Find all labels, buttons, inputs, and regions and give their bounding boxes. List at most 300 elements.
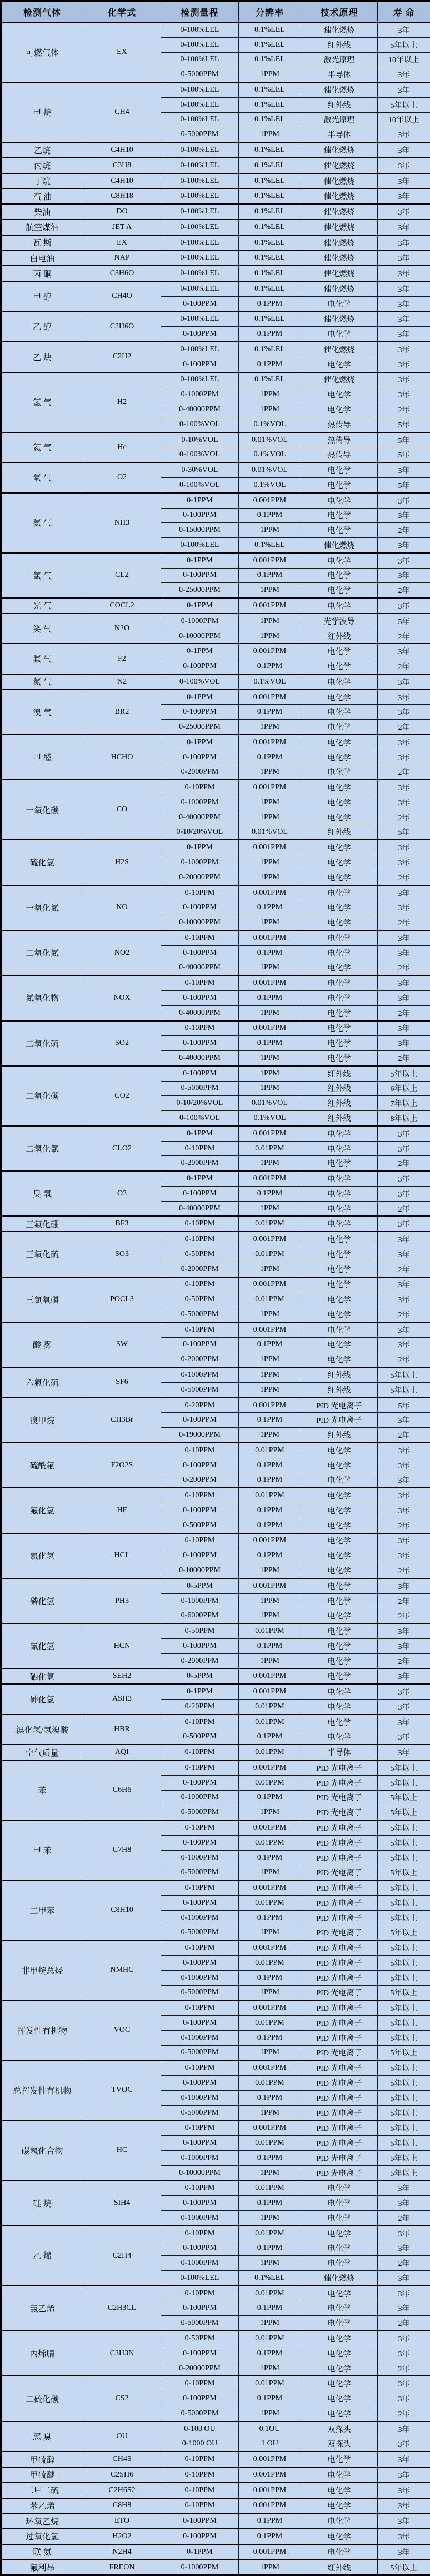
lifespan-cell: 2年	[378, 2406, 430, 2421]
range-cell: 0-100PPM	[161, 945, 239, 960]
resolution-cell: 0.01PPM	[239, 1247, 301, 1262]
range-cell: 0-100%LEL	[161, 220, 239, 235]
gas-group-row	[1, 220, 430, 235]
range-cell: 0-40000PPM	[161, 1201, 239, 1216]
gas-group-row	[1, 1533, 430, 1548]
principle-cell: 电化学	[301, 780, 378, 795]
resolution-cell: 0.1PPM	[239, 705, 301, 720]
principle-cell: PID 光电离子	[301, 1940, 378, 1955]
gas-group-row	[1, 2180, 430, 2195]
lifespan-cell: 3年	[378, 1322, 430, 1337]
gas-name-cell: 硫酰氟	[1, 1443, 83, 1488]
lifespan-cell: 3年	[378, 127, 430, 142]
formula-cell: CH4S	[83, 2452, 161, 2467]
gas-name-cell: 二氧化氮	[1, 930, 83, 975]
range-cell: 0-5000PPM	[161, 1925, 239, 1940]
principle-cell: 电化学	[301, 1578, 378, 1593]
range-cell: 0-100PPM	[161, 900, 239, 915]
lifespan-cell: 3年	[378, 67, 430, 82]
resolution-cell: 1PPM	[239, 1066, 301, 1081]
resolution-cell: 1PPM	[239, 614, 301, 629]
range-cell: 0-1PPM	[161, 1684, 239, 1699]
resolution-cell: 0.1%LEL	[239, 342, 301, 357]
principle-cell: 电化学	[301, 387, 378, 402]
range-cell: 0-10PPM	[161, 1322, 239, 1337]
resolution-cell: 0.1PPM	[239, 2391, 301, 2406]
gas-name-cell: 氟利昂	[1, 2560, 83, 2575]
gas-name-cell: 氯 气	[1, 553, 83, 598]
range-cell: 0-40000PPM	[161, 1051, 239, 1066]
formula-cell: C2H6S2	[83, 2483, 161, 2498]
principle-cell: 半导体	[301, 127, 378, 142]
formula-cell: SIH4	[83, 2180, 161, 2225]
resolution-cell: 0.1PPM	[239, 1548, 301, 1563]
range-cell: 0-1PPM	[161, 493, 239, 508]
column-header-lifespan: 寿 命	[378, 1, 430, 23]
lifespan-cell: 5年以上	[378, 2090, 430, 2105]
lifespan-cell: 3年	[378, 266, 430, 281]
lifespan-cell: 3年	[378, 780, 430, 795]
lifespan-cell: 3年	[378, 705, 430, 720]
resolution-cell: 0.1%LEL	[239, 250, 301, 266]
lifespan-cell: 5年以上	[378, 1835, 430, 1850]
resolution-cell: 0.1%LEL	[239, 158, 301, 173]
lifespan-cell: 3年	[378, 690, 430, 705]
formula-cell: TVOC	[83, 2060, 161, 2120]
range-cell: 0-10PPM	[161, 1940, 239, 1955]
range-cell: 0-100PPM	[161, 2196, 239, 2211]
formula-cell: C2SH6	[83, 2467, 161, 2483]
resolution-cell: 1PPM	[239, 1156, 301, 1171]
gas-name-cell: 可燃气体	[1, 22, 83, 82]
lifespan-cell: 5年以上	[378, 2165, 430, 2180]
principle-cell: 电化学	[301, 2256, 378, 2271]
range-cell: 0-10PPM	[161, 1443, 239, 1458]
gas-group-row	[1, 266, 430, 281]
range-cell: 0-5000PPM	[161, 2406, 239, 2421]
lifespan-cell: 2年	[378, 523, 430, 538]
range-cell: 0-100PPM	[161, 568, 239, 583]
formula-cell: C4H10	[83, 173, 161, 189]
lifespan-cell: 5年以上	[378, 1805, 430, 1820]
resolution-cell: 0.001PPM	[239, 840, 301, 855]
resolution-cell: 0.01PPM	[239, 2136, 301, 2151]
range-cell: 0-100%LEL	[161, 188, 239, 204]
lifespan-cell: 3年	[378, 204, 430, 220]
principle-cell: 光学波导	[301, 614, 378, 629]
principle-cell: PID 光电离子	[301, 1970, 378, 1985]
range-cell: 0-100PPM	[161, 2391, 239, 2406]
lifespan-cell: 3年	[378, 1638, 430, 1653]
resolution-cell: 1PPM	[239, 2560, 301, 2575]
principle-cell: 电化学	[301, 1337, 378, 1352]
principle-cell: 电化学	[301, 598, 378, 614]
resolution-cell: 0.1PPM	[239, 1790, 301, 1805]
lifespan-cell: 3年	[378, 1684, 430, 1699]
gas-name-cell: 氮氧化物	[1, 975, 83, 1020]
range-cell: 0-100%LEL	[161, 372, 239, 387]
gas-group-row	[1, 840, 430, 855]
principle-cell: PID 光电离子	[301, 1775, 378, 1790]
lifespan-cell: 2年	[378, 2361, 430, 2376]
range-cell: 0-10PPM	[161, 1820, 239, 1835]
range-cell: 0-10/20%VOL	[161, 1096, 239, 1111]
range-cell: 0-19000PPM	[161, 1428, 239, 1443]
principle-cell: 催化燃烧	[301, 142, 378, 158]
resolution-cell: 1PPM	[239, 1805, 301, 1820]
gas-name-cell: 二氧化碳	[1, 1066, 83, 1126]
resolution-cell: 0.001PPM	[239, 2000, 301, 2015]
gas-name-cell: 二氧化硫	[1, 1021, 83, 1066]
lifespan-cell: 3年	[378, 1126, 430, 1141]
lifespan-cell: 2年	[378, 1051, 430, 1066]
resolution-cell: 0.1%VOL	[239, 417, 301, 432]
gas-group-row	[1, 780, 430, 795]
lifespan-cell: 3年	[378, 188, 430, 204]
range-cell: 0-10PPM	[161, 2060, 239, 2075]
principle-cell: 电化学	[301, 674, 378, 690]
gas-group-row	[1, 312, 430, 327]
formula-cell: N2	[83, 674, 161, 690]
gas-group-row	[1, 1488, 430, 1503]
table-header	[1, 1, 430, 23]
range-cell: 0-10PPM	[161, 1760, 239, 1775]
formula-cell: H2	[83, 372, 161, 432]
lifespan-cell: 3年	[378, 235, 430, 251]
resolution-cell: 0.1PPM	[239, 900, 301, 915]
gas-group-row	[1, 674, 430, 690]
formula-cell: HF	[83, 1488, 161, 1533]
range-cell: 0-500PPM	[161, 1730, 239, 1745]
lifespan-cell: 5年以上	[378, 2150, 430, 2165]
range-cell: 0-10PPM	[161, 2226, 239, 2241]
lifespan-cell: 3年	[378, 1337, 430, 1352]
lifespan-cell: 2年	[378, 1653, 430, 1668]
resolution-cell: 1PPM	[239, 1985, 301, 2000]
principle-cell: PID 光电离子	[301, 1398, 378, 1413]
lifespan-cell: 3年	[378, 2180, 430, 2195]
principle-cell: 电化学	[301, 1186, 378, 1201]
gas-name-cell: 臭 氧	[1, 1171, 83, 1216]
gas-group-row	[1, 1668, 430, 1684]
range-cell: 0-2000PPM	[161, 1156, 239, 1171]
range-cell: 0-10PPM	[161, 780, 239, 795]
principle-cell: PID 光电离子	[301, 2105, 378, 2120]
gas-name-cell: 过氧化氢	[1, 2529, 83, 2544]
range-cell: 0-100PPM	[161, 357, 239, 372]
range-cell: 0-10PPM	[161, 1533, 239, 1548]
lifespan-cell: 5年以上	[378, 1910, 430, 1925]
lifespan-cell: 2年	[378, 720, 430, 735]
range-cell: 0-1PPM	[161, 1171, 239, 1186]
principle-cell: PID 光电离子	[301, 1850, 378, 1865]
range-cell: 0-40000PPM	[161, 1005, 239, 1020]
range-cell: 0-5000PPM	[161, 1805, 239, 1820]
lifespan-cell: 3年	[378, 2346, 430, 2361]
gas-name-cell: 氯化氢	[1, 1533, 83, 1578]
principle-cell: 电化学	[301, 2286, 378, 2301]
principle-cell: 电化学	[301, 2361, 378, 2376]
range-cell: 0-10PPM	[161, 1021, 239, 1036]
resolution-cell: 0.001PPM	[239, 598, 301, 614]
gas-name-cell: 一氧化碳	[1, 780, 83, 840]
lifespan-cell: 3年	[378, 2271, 430, 2286]
resolution-cell: 0.001PPM	[239, 1940, 301, 1955]
gas-name-cell: 溴 气	[1, 690, 83, 735]
gas-name-cell: 笑 气	[1, 614, 83, 644]
lifespan-cell: 2年	[378, 1518, 430, 1533]
resolution-cell: 0.01PPM	[239, 1141, 301, 1156]
principle-cell: PID 光电离子	[301, 2016, 378, 2031]
lifespan-cell: 3年	[378, 2391, 430, 2406]
lifespan-cell: 3年	[378, 1623, 430, 1638]
principle-cell: 电化学	[301, 1005, 378, 1020]
range-cell: 0-100%LEL	[161, 2271, 239, 2286]
principle-cell: 电化学	[301, 765, 378, 780]
principle-cell: 电化学	[301, 1262, 378, 1277]
gas-group-row	[1, 1880, 430, 1895]
principle-cell: 激光原理	[301, 112, 378, 127]
lifespan-cell: 3年	[378, 2483, 430, 2498]
principle-cell: 催化燃烧	[301, 2271, 378, 2286]
gas-name-cell: 一氧化氮	[1, 885, 83, 930]
resolution-cell: 1PPM	[239, 1352, 301, 1367]
resolution-cell: 1PPM	[239, 1262, 301, 1277]
gas-name-cell: 联 氨	[1, 2544, 83, 2560]
resolution-cell: 0.01PPM	[239, 2016, 301, 2031]
formula-cell: HCHO	[83, 735, 161, 780]
gas-group-row	[1, 204, 430, 220]
gas-group-row	[1, 1760, 430, 1775]
gas-group-row	[1, 1715, 430, 1730]
gas-group-row	[1, 432, 430, 447]
principle-cell: 电化学	[301, 2346, 378, 2361]
gas-name-cell: 光 气	[1, 598, 83, 614]
lifespan-cell: 3年	[378, 1488, 430, 1503]
principle-cell: PID 光电离子	[301, 1805, 378, 1820]
resolution-cell: 0.1%LEL	[239, 235, 301, 251]
principle-cell: 红外线	[301, 2560, 378, 2575]
formula-cell: CH4	[83, 82, 161, 142]
resolution-cell: 0.1PPM	[239, 1638, 301, 1653]
resolution-cell: 1PPM	[239, 629, 301, 644]
formula-cell: C2H3CL	[83, 2286, 161, 2331]
formula-cell: PH3	[83, 1578, 161, 1623]
lifespan-cell: 3年	[378, 2452, 430, 2467]
gas-group-row	[1, 2120, 430, 2135]
range-cell: 0-1000PPM	[161, 1593, 239, 1608]
lifespan-cell: 2年	[378, 2211, 430, 2226]
lifespan-cell: 3年	[378, 1186, 430, 1201]
principle-cell: 热传导	[301, 432, 378, 447]
resolution-cell: 0.01%VOL	[239, 825, 301, 840]
principle-cell: 电化学	[301, 659, 378, 674]
lifespan-cell: 3年	[378, 327, 430, 342]
range-cell: 0-1000 OU	[161, 2437, 239, 2452]
lifespan-cell: 3年	[378, 158, 430, 173]
column-header-gas: 检测气体	[1, 1, 83, 23]
principle-cell: 电化学	[301, 735, 378, 750]
lifespan-cell: 10年以上	[378, 52, 430, 67]
resolution-cell: 0.001PPM	[239, 1398, 301, 1413]
formula-cell: F2	[83, 644, 161, 674]
gas-group-row	[1, 1171, 430, 1186]
principle-cell: PID 光电离子	[301, 2000, 378, 2015]
lifespan-cell: 3年	[378, 1413, 430, 1428]
principle-cell: 电化学	[301, 553, 378, 568]
lifespan-cell: 3年	[378, 142, 430, 158]
principle-cell: 电化学	[301, 1503, 378, 1518]
range-cell: 0-100%VOL	[161, 417, 239, 432]
resolution-cell: 0.01PPM	[239, 1488, 301, 1503]
range-cell: 0-5000PPM	[161, 1985, 239, 2000]
principle-cell: 电化学	[301, 2513, 378, 2529]
gas-group-row	[1, 1126, 430, 1141]
gas-group-row	[1, 1745, 430, 1760]
resolution-cell: 0.001PPM	[239, 1820, 301, 1835]
formula-cell: VOC	[83, 2000, 161, 2060]
range-cell: 0-10PPM	[161, 1715, 239, 1730]
formula-cell: O2	[83, 462, 161, 493]
resolution-cell: 0.1PPM	[239, 1458, 301, 1473]
gas-name-cell: 乙烷	[1, 142, 83, 158]
principle-cell: PID 光电离子	[301, 2030, 378, 2045]
principle-cell: 电化学	[301, 1668, 378, 1684]
resolution-cell: 1PPM	[239, 1382, 301, 1397]
principle-cell: 电化学	[301, 900, 378, 915]
principle-cell: 电化学	[301, 2301, 378, 2316]
lifespan-cell: 5年以上	[378, 2560, 430, 2575]
range-cell: 0-100%LEL	[161, 158, 239, 173]
range-cell: 0-10PPM	[161, 1141, 239, 1156]
gas-name-cell: 溴甲烷	[1, 1398, 83, 1443]
gas-group-row	[1, 493, 430, 508]
resolution-cell: 0.1%LEL	[239, 82, 301, 97]
range-cell: 0-100PPM	[161, 1895, 239, 1910]
resolution-cell: 1PPM	[239, 1608, 301, 1623]
range-cell: 0-100PPM	[161, 1956, 239, 1971]
formula-cell: HCL	[83, 1533, 161, 1578]
gas-group-row	[1, 142, 430, 158]
principle-cell: 电化学	[301, 690, 378, 705]
range-cell: 0-6000PPM	[161, 1608, 239, 1623]
lifespan-cell: 5年以上	[378, 2136, 430, 2151]
gas-group-row	[1, 2452, 430, 2467]
resolution-cell: 1PPM	[239, 1081, 301, 1096]
range-cell: 0-1000PPM	[161, 2256, 239, 2271]
principle-cell: 电化学	[301, 1126, 378, 1141]
range-cell: 0-25000PPM	[161, 720, 239, 735]
lifespan-cell: 7年以上	[378, 1096, 430, 1111]
resolution-cell: 0.1%LEL	[239, 37, 301, 52]
lifespan-cell: 3年	[378, 2467, 430, 2483]
lifespan-cell: 5年	[378, 825, 430, 840]
gas-name-cell: 乙 醇	[1, 312, 83, 342]
principle-cell: 半导体	[301, 67, 378, 82]
resolution-cell: 1PPM	[239, 127, 301, 142]
formula-cell: CH4O	[83, 281, 161, 312]
lifespan-cell: 3年	[378, 493, 430, 508]
resolution-cell: 0.1%VOL	[239, 674, 301, 690]
range-cell: 0-100%LEL	[161, 37, 239, 52]
formula-cell: SW	[83, 1322, 161, 1367]
range-cell: 0-1000PPM	[161, 387, 239, 402]
gas-name-cell: 乙 烯	[1, 2226, 83, 2286]
range-cell: 0-1000PPM	[161, 855, 239, 870]
resolution-cell: 0.001PPM	[239, 1880, 301, 1895]
range-cell: 0-1000PPM	[161, 1970, 239, 1985]
range-cell: 0-1000PPM	[161, 795, 239, 810]
gas-name-cell: 空气质量	[1, 1745, 83, 1760]
lifespan-cell: 2年	[378, 1352, 430, 1367]
formula-cell: CH3Br	[83, 1398, 161, 1443]
principle-cell: 电化学	[301, 810, 378, 825]
principle-cell: 电化学	[301, 840, 378, 855]
lifespan-cell: 5年以上	[378, 1940, 430, 1955]
gas-group-row	[1, 2513, 430, 2529]
resolution-cell: 1PPM	[239, 2316, 301, 2331]
formula-cell: FREON	[83, 2560, 161, 2575]
range-cell: 0-100%VOL	[161, 1111, 239, 1126]
resolution-cell: 1PPM	[239, 1865, 301, 1880]
gas-name-cell: 瓦 斯	[1, 235, 83, 251]
lifespan-cell: 5年以上	[378, 2045, 430, 2060]
gas-name-cell: 氧 气	[1, 462, 83, 493]
principle-cell: 电化学	[301, 1216, 378, 1232]
lifespan-cell: 3年	[378, 2513, 430, 2529]
range-cell: 0-100PPM	[161, 1458, 239, 1473]
column-header-range: 检测量程	[161, 1, 239, 23]
lifespan-cell: 3年	[378, 1141, 430, 1156]
resolution-cell: 0.1PPM	[239, 1473, 301, 1488]
lifespan-cell: 3年	[378, 945, 430, 960]
resolution-cell: 1PPM	[239, 402, 301, 417]
gas-group-row	[1, 553, 430, 568]
lifespan-cell: 5年以上	[378, 1880, 430, 1895]
formula-cell: C8H10	[83, 1880, 161, 1940]
lifespan-cell: 3年	[378, 372, 430, 387]
principle-cell: 电化学	[301, 1699, 378, 1714]
range-cell: 0-2000PPM	[161, 765, 239, 780]
lifespan-cell: 3年	[378, 82, 430, 97]
range-cell: 0-1000PPM	[161, 614, 239, 629]
formula-cell: NO2	[83, 930, 161, 975]
lifespan-cell: 2年	[378, 1201, 430, 1216]
principle-cell: 红外线	[301, 37, 378, 52]
range-cell: 0-5000PPM	[161, 1382, 239, 1397]
principle-cell: 电化学	[301, 1593, 378, 1608]
principle-cell: 电化学	[301, 1684, 378, 1699]
principle-cell: 电化学	[301, 1548, 378, 1563]
formula-cell: C4H10	[83, 142, 161, 158]
resolution-cell: 1PPM	[239, 1593, 301, 1608]
gas-name-cell: 六氟化硫	[1, 1367, 83, 1398]
resolution-cell: 0.1PPM	[239, 296, 301, 311]
resolution-cell: 0.01PPM	[239, 1745, 301, 1760]
resolution-cell: 0.1PPM	[239, 2301, 301, 2316]
resolution-cell: 1PPM	[239, 1653, 301, 1668]
formula-cell: SEH2	[83, 1668, 161, 1684]
lifespan-cell: 3年	[378, 2498, 430, 2514]
lifespan-cell: 3年	[378, 1277, 430, 1292]
principle-cell: PID 光电离子	[301, 1790, 378, 1805]
gas-group-row	[1, 1443, 430, 1458]
range-cell: 0-1PPM	[161, 2544, 239, 2560]
lifespan-cell: 3年	[378, 553, 430, 568]
principle-cell: 电化学	[301, 945, 378, 960]
resolution-cell: 0.001PPM	[239, 2498, 301, 2514]
range-cell: 0-50PPM	[161, 1292, 239, 1307]
